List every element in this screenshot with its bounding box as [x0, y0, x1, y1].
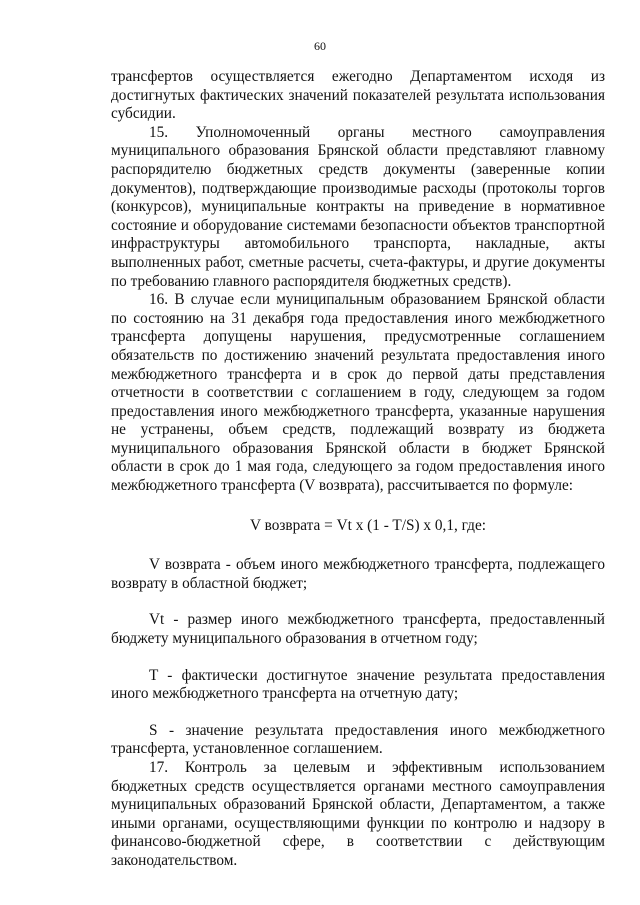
document-body — [111, 68, 605, 871]
definition-s: S - значение результата предоставления иного межбюджетного трансферта, установленное соглашением. — [111, 721, 605, 758]
definition-vt: Vt - размер иного межбюджетного трансферта, предоставленный бюджету муниципального образования в отчетном году; — [111, 611, 605, 648]
spacer — [111, 649, 605, 667]
paragraph-continuation: трансфертов осуществляется ежегодно Департаментом исходя из достигнутых фактических значений показателей результата использования субсидии. — [111, 68, 605, 123]
definition-v-return: V возврата - объем иного межбюджетного трансферта, подлежащего возврату в областной бюджет; — [111, 556, 605, 592]
paragraph-16: 16. В случае если муниципальным образованием Брянской области по состоянию на 31 декабря года предоставления иного межбюджетного трансферта допущены нарушения, предусмотренные соглашением обязательств по достижению значений результата предоставления иного межбюджетного трансферта и в срок до первой даты представления отчетности в соответствии с соглашением в году, следующем за годом предоставления иного межбюджетного трансферта, указанные нарушения не устранены, объем средств, подлежащий возврату из бюджета муниципального образования Брянской области в бюджет Брянской области в срок до 1 мая года, следующего за годом предоставления иного межбюджетного трансферта (V возврата), рассчитывается по формуле: — [111, 291, 605, 495]
paragraph-17: 17. Контроль за целевым и эффективным использованием бюджетных средств осуществляется органами местного самоуправления муниципальных образований Брянской области, Департаментом, а также иными органами, осуществляющими функции по контролю и надзору в финансово-бюджетной сфере, в соответствии с действующим законодательством. — [111, 759, 605, 869]
spacer — [111, 704, 605, 722]
formula: V возврата = Vt x (1 - T/S) x 0,1, где: — [249, 516, 486, 534]
spacer — [111, 593, 605, 611]
definition-t: T - фактически достигнутое значение результата предоставления иного межбюджетного трансферта на отчетную дату; — [111, 666, 605, 703]
page-number: 60 — [314, 39, 326, 53]
paragraph-15: 15. Уполномоченный органы местного самоуправления муниципального образования Брянской области представляют главному распорядителю бюджетных средств документы (заверенные копии документов), подтверждающие производимые расходы (протоколы торгов (конкурсов), муниципальные контракты на приведение в нормативное состояние и оборудование системами безопасности объектов транспортной инфраструктуры автомобильного транспорта, накладные, акты выполненных работ, сметные расчеты, счета-фактуры, и другие документы по требованию главного распорядителя бюджетных средств). — [111, 123, 605, 290]
